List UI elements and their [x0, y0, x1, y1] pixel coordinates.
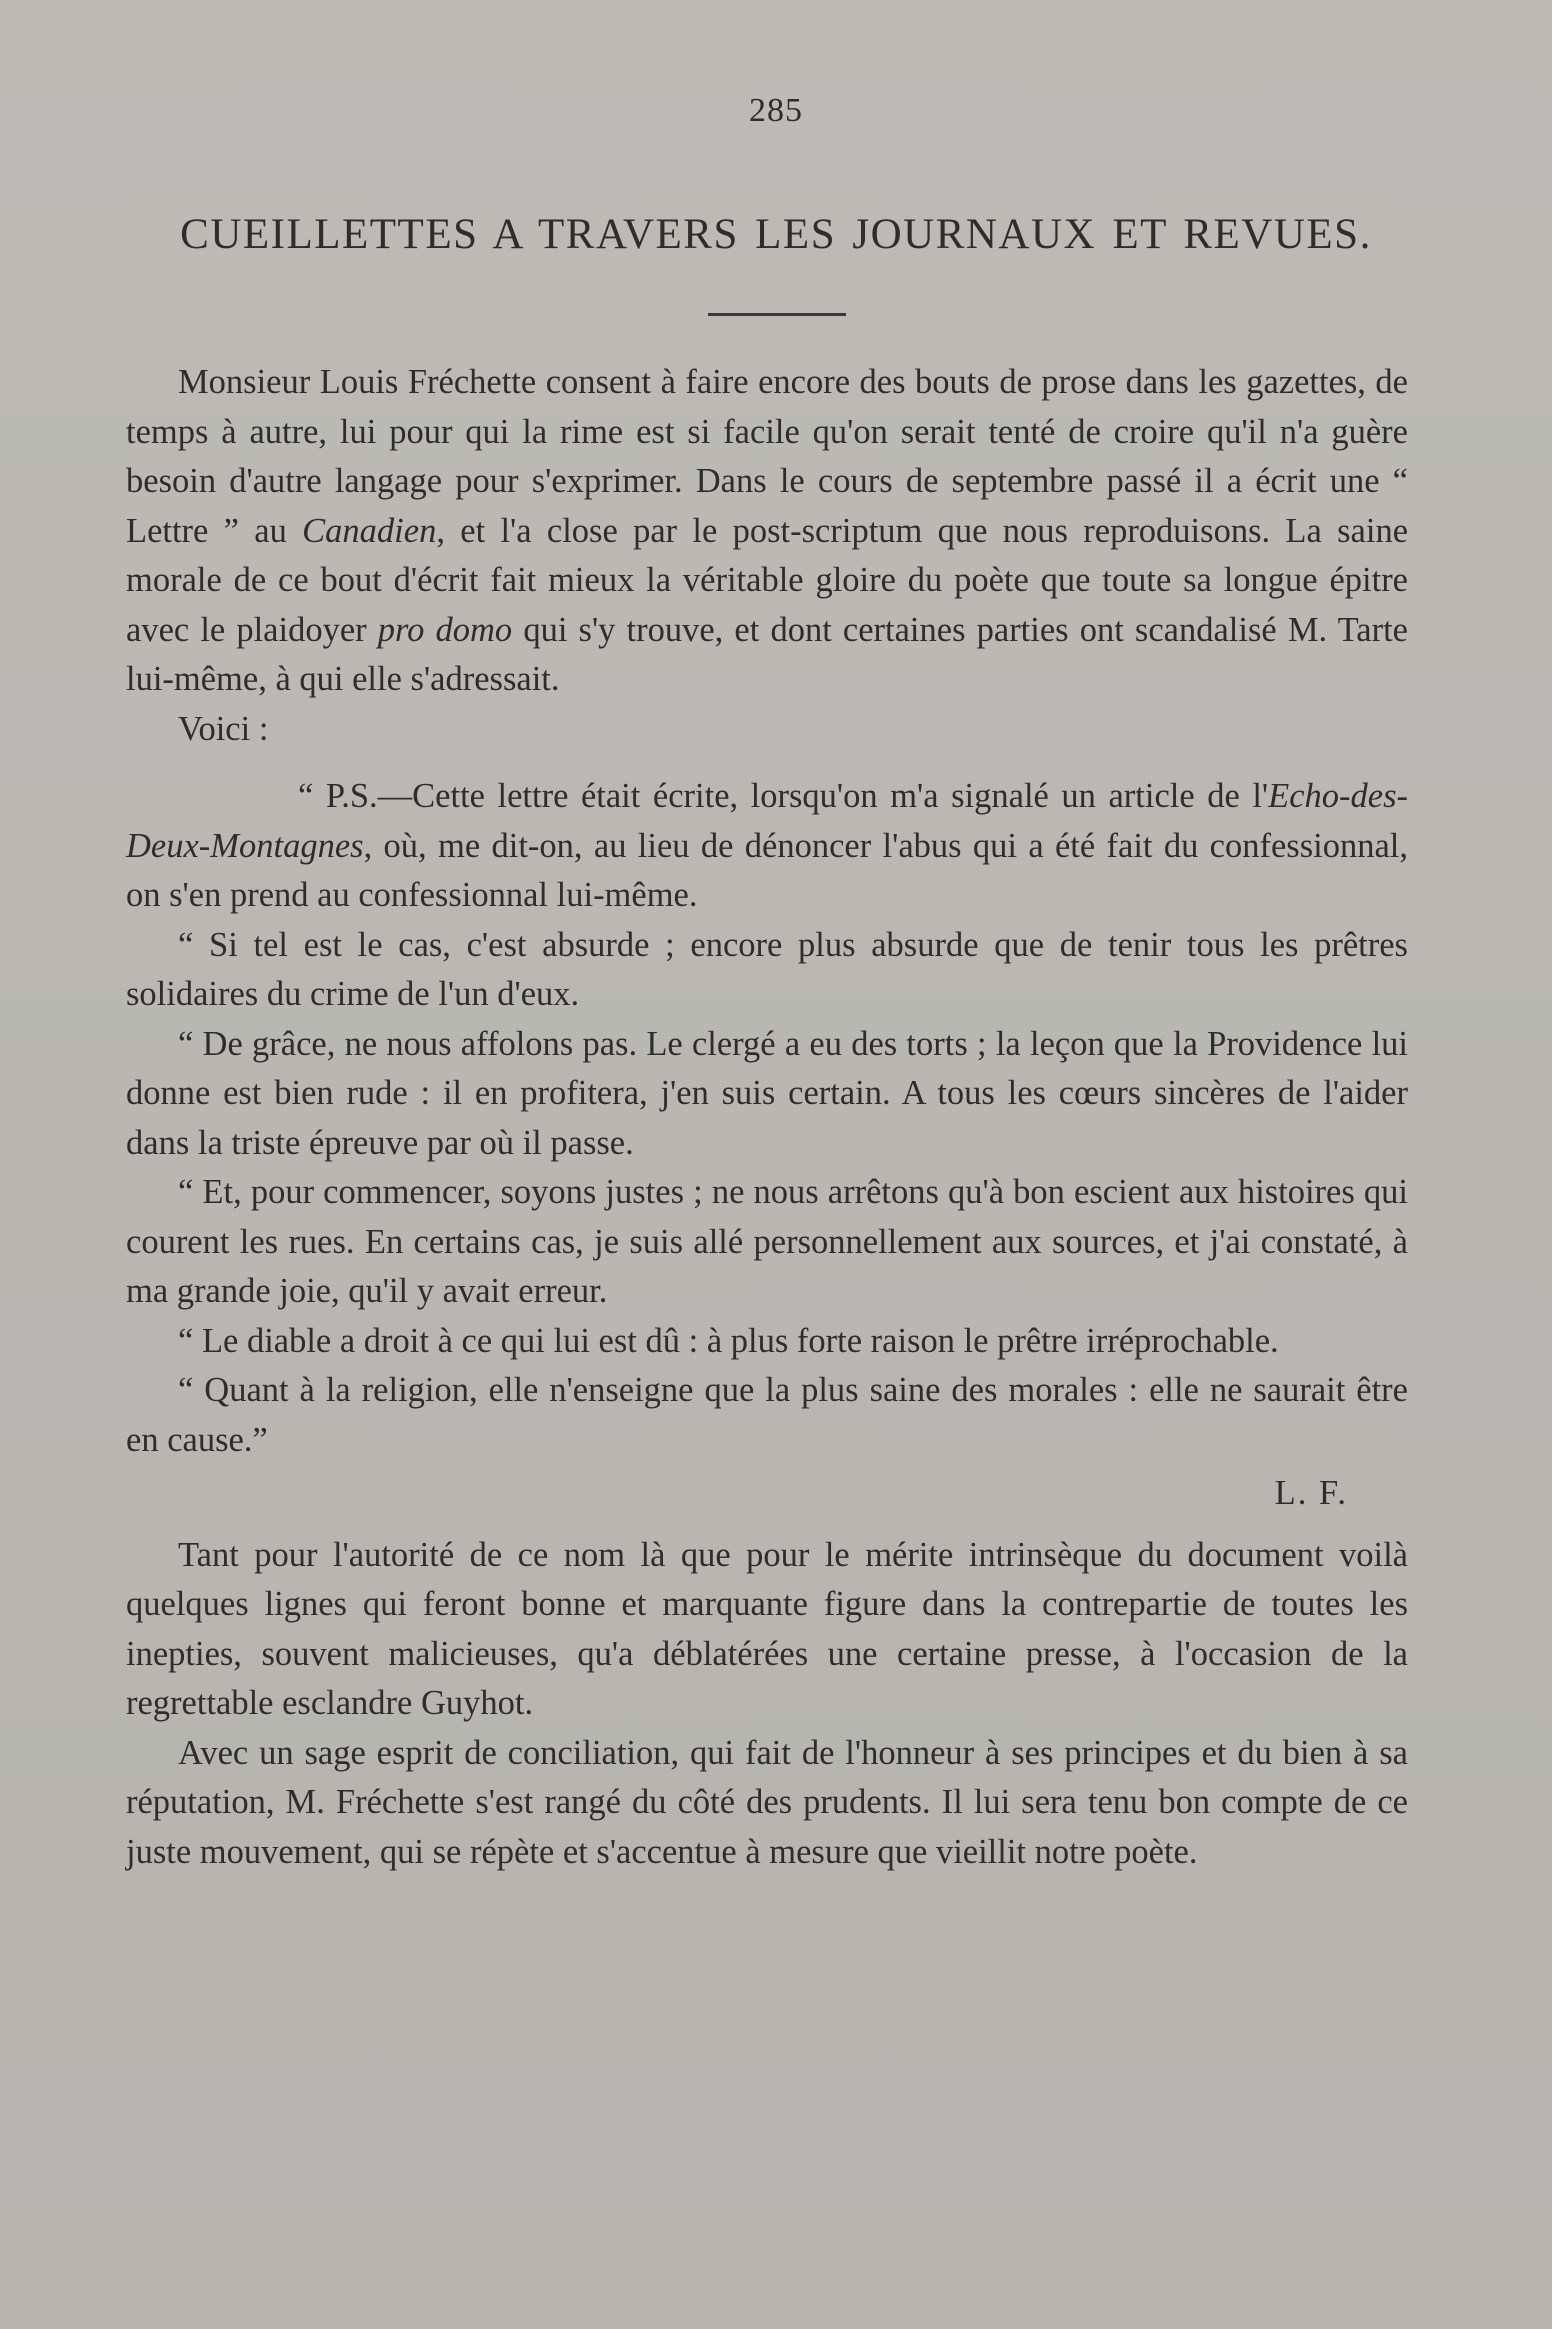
intro-text-part-3: qui s'y trouve, et dont certaines parties ont scandalisé M. Tarte lui-même, à qui elle s'adressait. [126, 610, 1408, 698]
letter-paragraph-3: “ De grâce, ne nous affolons pas. Le clergé a eu des torts ; la leçon que la Providence lui donne est bien rude : il en profitera, j'en suis certain. A tous les cœurs sincères de l'aider dans la triste épreuve par où il passe. [126, 1024, 1408, 1162]
letter-signature: L. F. [1274, 1474, 1348, 1512]
newspaper-title-canadien: Canadien [302, 511, 437, 550]
article-body [126, 358, 1408, 1877]
latin-phrase-pro-domo: pro domo [377, 610, 513, 649]
letter-p1-part-1: “ P.S.—Cette lettre était écrite, lorsqu'on m'a signalé un article de l' [298, 777, 1269, 815]
intro-text-part-1: Monsieur Louis Fréchette consent à faire encore des bouts de prose dans les gazettes, de temps à autre, lui pour qui la rime est si facile qu'on serait tenté de croire qu'il n'a guère besoin d'autre langage pour s'exprimer. Dans le cours de septembre passé il a écrit une “ Lettre ” au [126, 363, 1408, 550]
letter-p1-part-2: , où, me dit-on, au lieu de dénoncer l'abus qui a été fait du confessionnal, on s'en prend au confessionnal lui-même. [126, 826, 1408, 914]
page-number: 285 [749, 92, 803, 129]
letter-paragraph-4: “ Et, pour commencer, soyons justes ; ne nous arrêtons qu'à bon escient aux histoires qui courent les rues. En certains cas, je suis allé personnellement aux sources, et j'ai constaté, à ma grande joie, qu'il y avait erreur. [126, 1173, 1408, 1310]
letter-paragraph-2: “ Si tel est le cas, c'est absurde ; encore plus absurde que de tenir tous les prêtres solidaires du crime de l'un d'eux. [126, 925, 1408, 1013]
letter-paragraph-5: “ Le diable a droit à ce qui lui est dû : à plus forte raison le prêtre irréprochable. [178, 1321, 1279, 1360]
closing-paragraph-2: Avec un sage esprit de conciliation, qui fait de l'honneur à ses principes et du bien à sa réputation, M. Fréchette s'est rangé du côté des prudents. Il lui sera tenu bon compte de ce juste mouvement, qui se répète et s'accentue à mesure que vieillit notre poète. [126, 1733, 1408, 1871]
letter-paragraph-1 [126, 772, 1408, 921]
heading-rule [708, 313, 846, 316]
closing-paragraph-1: Tant pour l'autorité de ce nom là que pour le mérite intrinsèque du document voilà quelques lignes qui feront bonne et marquante figure dans la contrepartie de toutes les inepties, souvent malicieuses, qu'a déblatérées une certaine presse, à l'occasion de la regrettable esclandre Guyhot. [126, 1535, 1408, 1722]
intro-paragraph [126, 358, 1408, 705]
intro-text-part-2: , et l'a close par le post-scriptum que nous reproduisons. La saine morale de ce bout d'écrit fait mieux la véritable gloire du poète que toute sa longue épitre avec le plaidoyer [126, 511, 1409, 649]
newspaper-title-echo: Echo-des-Deux-Montagnes [126, 777, 1408, 865]
voici-line: Voici : [178, 709, 269, 748]
letter-paragraph-6: “ Quant à la religion, elle n'enseigne que la plus saine des morales : elle ne saurait être en cause.” [126, 1371, 1408, 1459]
section-heading: CUEILLETTES A TRAVERS LES JOURNAUX ET REVUES. [180, 211, 1372, 258]
